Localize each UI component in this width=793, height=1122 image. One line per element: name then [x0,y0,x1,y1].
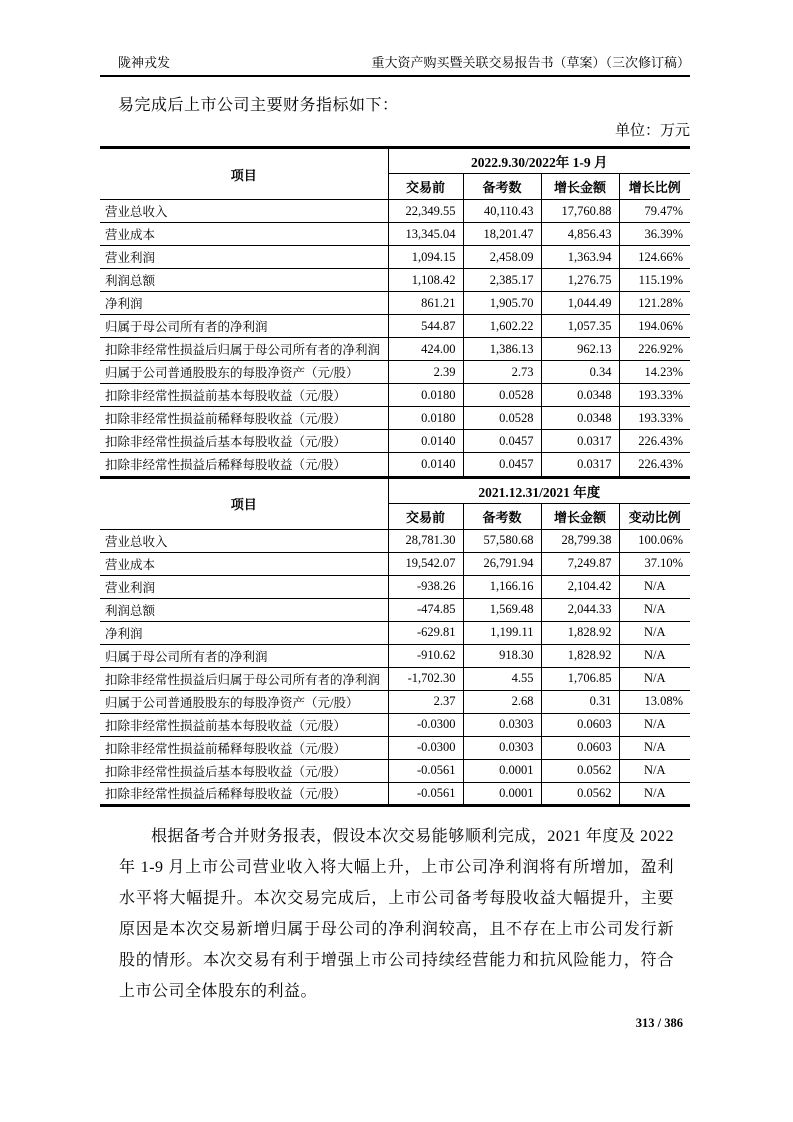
table-row [100,713,690,736]
cell-value: 100.06% [619,529,690,552]
table-row [100,269,690,292]
body-paragraph: 根据备考合并财务报表，假设本次交易能够顺利完成，2021 年度及 2022 年 1-9 月上市公司营业收入将大幅上升，上市公司净利润将有所增加，盈利水平将大幅提升。本次交易完成后，上市公司备考每股收益大幅提升，主要原因是本次交易新增归属于母公司的净利润较高，且不存在上市公司发行新股的情形。本次交易有利于增强上市公司持续经营能力和抗风险能力，符合上市公司全体股东的利益。 [119,828,674,1000]
table-header-row [100,148,690,174]
cell-value: 2,044.33 [541,598,619,621]
cell-value: 0.0001 [463,759,541,782]
cell-value: 0.0603 [541,713,619,736]
cell-value: 13,345.04 [388,223,463,246]
table-row [100,384,690,407]
cell-value: 0.0140 [388,430,463,453]
cell-value: 0.0180 [388,407,463,430]
row-label: 归属于母公司所有者的净利润 [100,315,388,338]
cell-value: 79.47% [619,200,690,223]
table-row [100,598,690,621]
row-label: 扣除非经常性损益前稀释每股收益（元/股） [100,407,388,430]
row-label: 归属于母公司所有者的净利润 [100,644,388,667]
cell-value: -910.62 [388,644,463,667]
cell-value: 544.87 [388,315,463,338]
cell-value: 0.0457 [463,453,541,476]
cell-value: 40,110.43 [463,200,541,223]
cell-value: 2.73 [463,361,541,384]
cell-value: -474.85 [388,598,463,621]
cell-value: 0.0317 [541,453,619,476]
cell-value: 2.68 [463,690,541,713]
cell-value: 0.0303 [463,713,541,736]
cell-value: 226.92% [619,338,690,361]
header-company-name: 陇神戎发 [118,55,171,70]
cell-value: 2.37 [388,690,463,713]
cell-value: 57,580.68 [463,529,541,552]
table-header-row [100,477,690,503]
cell-value: 115.19% [619,269,690,292]
row-label: 营业总收入 [100,200,388,223]
cell-value: -1,702.30 [388,667,463,690]
cell-value: 17,760.88 [541,200,619,223]
header-report-title: 重大资产购买暨关联交易报告书（草案）（三次修订稿） [371,55,690,70]
cell-value: 28,799.38 [541,529,619,552]
table-row [100,621,690,644]
cell-value: 1,276.75 [541,269,619,292]
cell-value: -938.26 [388,575,463,598]
table-row [100,667,690,690]
row-label: 利润总额 [100,269,388,292]
cell-value: 1,828.92 [541,644,619,667]
cell-value: -629.81 [388,621,463,644]
column-header-growth-amount: 增长金额 [541,503,619,529]
cell-value: N/A [619,621,690,644]
cell-value: N/A [619,782,690,805]
cell-value: 2,385.17 [463,269,541,292]
table-row [100,361,690,384]
cell-value: 13.08% [619,690,690,713]
row-label: 净利润 [100,292,388,315]
cell-value: 2,458.09 [463,246,541,269]
cell-value: 0.0528 [463,407,541,430]
row-label: 营业利润 [100,246,388,269]
cell-value: -0.0300 [388,736,463,759]
row-label: 归属于公司普通股股东的每股净资产（元/股） [100,361,388,384]
cell-value: 2,104.42 [541,575,619,598]
cell-value: 4.55 [463,667,541,690]
row-label: 净利润 [100,621,388,644]
table-row [100,315,690,338]
table-row [100,338,690,361]
item-column-header: 项目 [230,497,257,512]
cell-value: 14.23% [619,361,690,384]
cell-value: 1,108.42 [388,269,463,292]
row-label: 扣除非经常性损益后归属于母公司所有者的净利润 [100,338,388,361]
cell-value: 226.43% [619,430,690,453]
cell-value: 1,199.11 [463,621,541,644]
cell-value: 1,706.85 [541,667,619,690]
row-label: 扣除非经常性损益前基本每股收益（元/股） [100,713,388,736]
table-row [100,430,690,453]
table-row [100,292,690,315]
table-row [100,453,690,476]
table-row [100,246,690,269]
row-label: 扣除非经常性损益后基本每股收益（元/股） [100,759,388,782]
cell-value: N/A [619,667,690,690]
table-row [100,736,690,759]
cell-value: 1,094.15 [388,246,463,269]
cell-value: N/A [619,598,690,621]
row-label: 营业利润 [100,575,388,598]
cell-value: 226.43% [619,453,690,476]
cell-value: 424.00 [388,338,463,361]
item-column-header: 项目 [230,167,257,183]
column-header-growth-amount: 增长金额 [541,174,619,200]
table-row [100,407,690,430]
table-row [100,529,690,552]
cell-value: 1,828.92 [541,621,619,644]
cell-value: 37.10% [619,552,690,575]
cell-value: 0.0317 [541,430,619,453]
cell-value: 0.34 [541,361,619,384]
cell-value: 193.33% [619,384,690,407]
period-header: 2022.9.30/2022年 1-9 月 [388,148,690,174]
cell-value: 1,363.94 [541,246,619,269]
cell-value: 0.0457 [463,430,541,453]
column-header-proforma: 备考数 [463,174,541,200]
column-header-change-ratio: 变动比例 [619,503,690,529]
cell-value: 918.30 [463,644,541,667]
column-header-pre-deal: 交易前 [388,503,463,529]
table-row [100,690,690,713]
cell-value: N/A [619,644,690,667]
cell-value: 36.39% [619,223,690,246]
cell-value: 124.66% [619,246,690,269]
page-number: 313 / 386 [635,1016,683,1030]
cell-value: -0.0300 [388,713,463,736]
cell-value: 0.0603 [541,736,619,759]
cell-value: 0.0001 [463,782,541,805]
row-label: 营业总收入 [100,529,388,552]
cell-value: 0.31 [541,690,619,713]
row-label: 扣除非经常性损益后稀释每股收益（元/股） [100,453,388,476]
cell-value: 1,602.22 [463,315,541,338]
cell-value: 1,044.49 [541,292,619,315]
cell-value: 1,166.16 [463,575,541,598]
row-label: 扣除非经常性损益后稀释每股收益（元/股） [100,782,388,805]
cell-value: 4,856.43 [541,223,619,246]
table-row [100,644,690,667]
cell-value: 19,542.07 [388,552,463,575]
row-label: 营业成本 [100,552,388,575]
cell-value: 121.28% [619,292,690,315]
cell-value: 962.13 [541,338,619,361]
row-label: 利润总额 [100,598,388,621]
cell-value: 18,201.47 [463,223,541,246]
cell-value: 7,249.87 [541,552,619,575]
table-row [100,200,690,223]
cell-value: 0.0140 [388,453,463,476]
row-label: 扣除非经常性损益前基本每股收益（元/股） [100,384,388,407]
row-label: 扣除非经常性损益后基本每股收益（元/股） [100,430,388,453]
page-header [100,52,690,77]
cell-value: 193.33% [619,407,690,430]
cell-value: 0.0303 [463,736,541,759]
cell-value: 1,905.70 [463,292,541,315]
cell-value: 861.21 [388,292,463,315]
row-label: 归属于公司普通股股东的每股净资产（元/股） [100,690,388,713]
row-label: 扣除非经常性损益前稀释每股收益（元/股） [100,736,388,759]
row-label: 扣除非经常性损益后归属于母公司所有者的净利润 [100,667,388,690]
cell-value: N/A [619,713,690,736]
cell-value: N/A [619,759,690,782]
cell-value: 0.0562 [541,782,619,805]
cell-value: 1,386.13 [463,338,541,361]
column-header-pre-deal: 交易前 [388,174,463,200]
cell-value: -0.0561 [388,782,463,805]
cell-value: -0.0561 [388,759,463,782]
financial-table-2021 [100,476,690,807]
table-row [100,552,690,575]
row-label: 营业成本 [100,223,388,246]
column-header-proforma: 备考数 [463,503,541,529]
intro-text: 易完成后上市公司主要财务指标如下： [118,97,399,114]
cell-value: N/A [619,736,690,759]
cell-value: 1,569.48 [463,598,541,621]
cell-value: N/A [619,575,690,598]
cell-value: 0.0348 [541,407,619,430]
cell-value: 0.0562 [541,759,619,782]
table-row [100,782,690,805]
period-header: 2021.12.31/2021 年度 [388,477,690,503]
column-header-growth-ratio: 增长比例 [619,174,690,200]
cell-value: 194.06% [619,315,690,338]
table-row [100,759,690,782]
unit-label: 单位：万元 [614,123,690,139]
table-row [100,575,690,598]
cell-value: 0.0528 [463,384,541,407]
cell-value: 1,057.35 [541,315,619,338]
financial-table-2022 [100,146,690,476]
cell-value: 0.0180 [388,384,463,407]
financial-tables [100,146,690,807]
cell-value: 28,781.30 [388,529,463,552]
cell-value: 22,349.55 [388,200,463,223]
cell-value: 2.39 [388,361,463,384]
cell-value: 0.0348 [541,384,619,407]
table-row [100,223,690,246]
cell-value: 26,791.94 [463,552,541,575]
